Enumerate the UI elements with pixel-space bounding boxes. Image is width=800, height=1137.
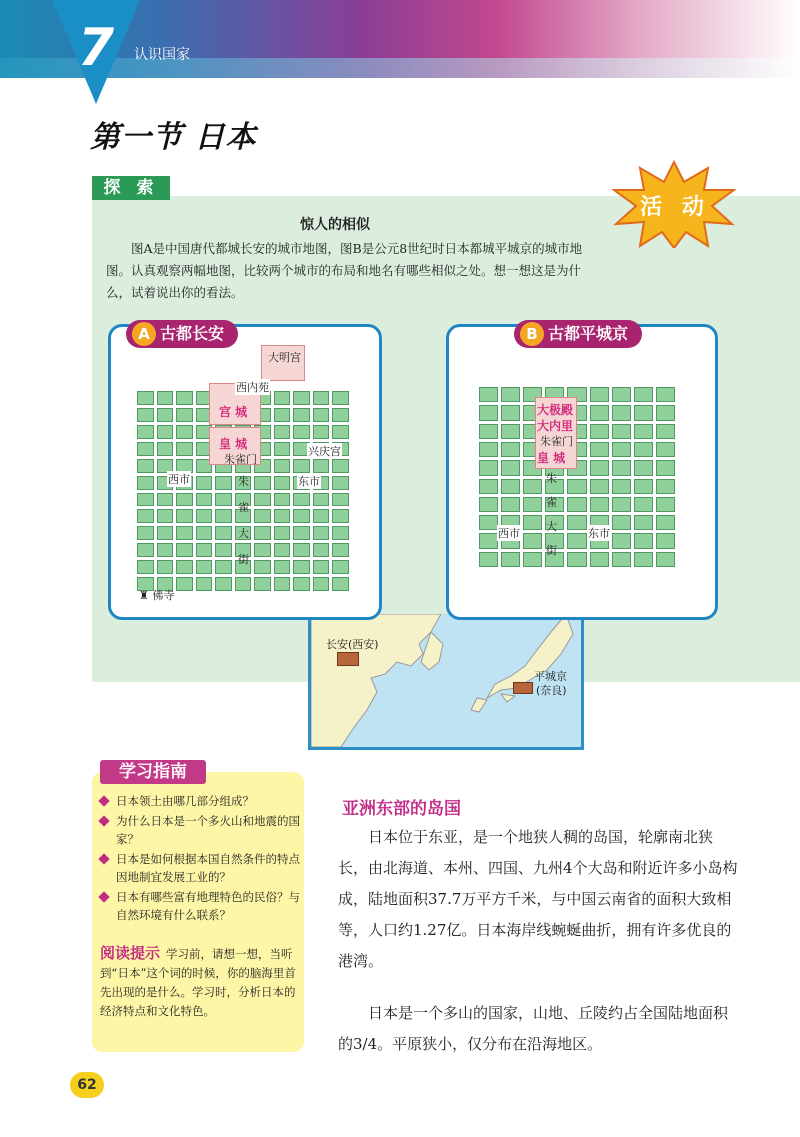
label-gongcheng: 宫 城 (219, 405, 248, 419)
explore-tab: 探 索 (92, 176, 170, 200)
list-item (100, 850, 300, 886)
pingchengjing-city-icon (513, 682, 533, 694)
guide-item-text: 为什么日本是一个多火山和地震的国家？ (116, 814, 300, 846)
map-b-frame (446, 324, 718, 620)
label-damingong: 大明宫 (268, 351, 301, 364)
study-guide-list (100, 792, 300, 926)
main-paragraph-2: 日本是一个多山的国家，山地、丘陵约占全国陆地面积的3/4。平原狭小，仅分布在沿海地区。 (338, 1004, 729, 1053)
guide-item-text: 日本是如何根据本国自然条件的特点因地制宜发展工业的？ (116, 852, 300, 884)
guide-item-text: 日本有哪些富有地理特色的民俗？与自然环境有什么联系？ (116, 890, 300, 922)
chapter-number: 7 (77, 18, 115, 78)
inset-east-asia-map (308, 614, 584, 750)
label-zhuquemen: 朱雀门 (224, 453, 257, 466)
inset-label-changan: 长安(西安) (326, 638, 379, 651)
label-daji: 大极殿 (537, 403, 574, 417)
list-item (100, 792, 300, 810)
label-b-huangcheng: 皇 城 (537, 451, 566, 465)
label-b-zhuquemen: 朱雀门 (540, 435, 573, 448)
label-huangcheng: 皇 城 (219, 437, 248, 451)
label-dongshi: 东市 (298, 475, 320, 488)
main-subheading: 亚洲东部的岛国 (342, 799, 461, 819)
explore-paragraph: 图A是中国唐代都城长安的城市地图，图B是公元8世纪时日本都城平城京的城市地图。认真观察两幅地图，比较两个城市的布局和地名有哪些相似之处。想一想这是为什么，试着说出你的看法。 (106, 241, 583, 300)
diamond-bullet-icon (98, 795, 109, 806)
diamond-bullet-icon (98, 815, 109, 826)
reading-tip-heading: 阅读提示 (100, 944, 161, 962)
list-item (100, 888, 300, 924)
diamond-bullet-icon (98, 891, 109, 902)
inset-label-nara: (奈良) (536, 684, 567, 697)
page-number: 62 (70, 1072, 104, 1098)
label-xishi: 西市 (168, 473, 190, 486)
label-xingqinggong: 兴庆宫 (308, 445, 341, 458)
activity-badge: 活 动 (640, 195, 710, 220)
explore-heading: 惊人的相似 (300, 217, 370, 233)
label-daneili: 大内里 (537, 419, 574, 433)
map-a-frame (108, 324, 382, 620)
changan-city-icon (337, 652, 359, 666)
map-b-badge: B (520, 322, 544, 346)
guide-item-text: 日本领土由哪几部分组成？ (116, 794, 254, 808)
main-paragraph-1: 日本位于东亚，是一个地狭人稠的岛国，轮廓南北狭长，由北海道、本州、四国、九州4个大岛和附近许多小岛构成，陆地面积37.7万平方千米，与中国云南省的面积大致相等，人口约1.27亿。日本海岸线蜿蜒曲折，拥有许多优良的港湾。 (338, 828, 738, 970)
chapter-title: 认识国家 (134, 47, 190, 63)
label-xineiyuan: 西内苑 (236, 381, 269, 394)
diamond-bullet-icon (98, 853, 109, 864)
map-a-badge: A (132, 322, 156, 346)
legend-temple-label: 佛寺 (152, 589, 175, 602)
label-b-dongshi: 东市 (588, 527, 610, 540)
inset-label-pingchengjing: 平城京 (534, 670, 567, 683)
map-a-title: 古都长安 (126, 320, 238, 348)
reading-tip (100, 942, 300, 1021)
reading-tip-text: 学习前，请想一想，当听到“日本”这个词的时候，你的脑海里首先出现的是什么。学习时，分析日本的经济特点和文化特色。 (100, 947, 296, 1018)
temple-icon: ♜ (139, 589, 149, 602)
legend-temple (139, 587, 174, 603)
label-b-xishi: 西市 (498, 527, 520, 540)
section-title: 第一节 日本 (90, 120, 257, 155)
label-zhuque-street: 朱 雀 大 街 (238, 475, 249, 566)
map-b-title: 古都平城京 (514, 320, 642, 348)
study-guide-tab: 学习指南 (100, 760, 206, 784)
label-b-zhuque-street: 朱 雀 大 街 (546, 472, 557, 557)
list-item (100, 812, 300, 848)
